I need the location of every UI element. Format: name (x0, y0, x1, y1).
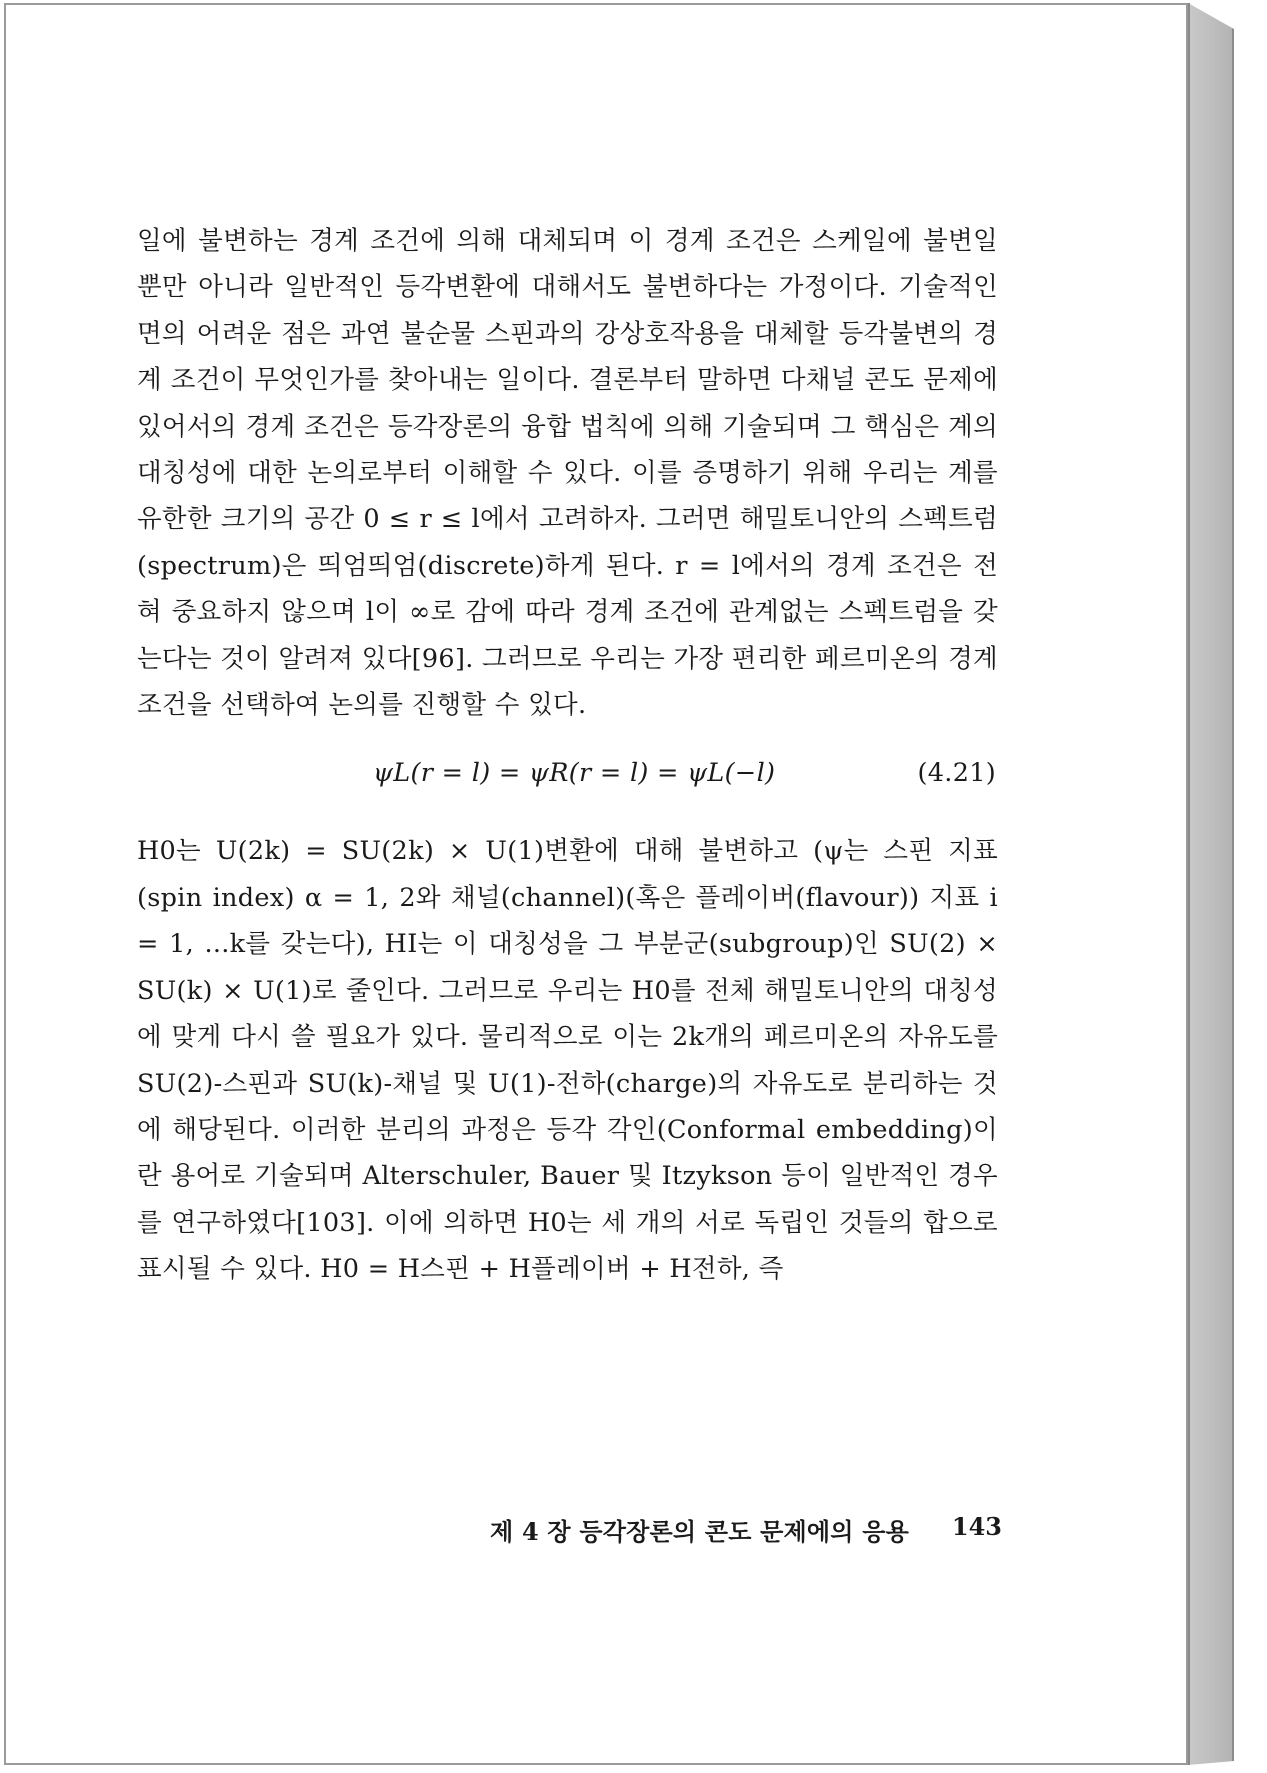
page-body (137, 218, 998, 1293)
equation-number: (4.21) (917, 758, 996, 789)
page-stack-edge (1188, 3, 1234, 1765)
equation-body: ψL(r = l) = ψR(r = l) = ψL(−l) (373, 758, 776, 789)
page-footer (490, 1512, 1002, 1547)
equation-4-21 (137, 742, 998, 802)
page-edge-line (1188, 3, 1190, 1765)
chapter-title: 제 4 장 등각장론의 콘도 문제에의 응용 (490, 1517, 909, 1546)
page-number: 143 (951, 1512, 1002, 1541)
paragraph-1: 일에 불변하는 경계 조건에 의해 대체되며 이 경계 조건은 스케일에 불변일 뿐만 아니라 일반적인 등각변환에 대해서도 불변하다는 가정이다. 기술적인 면의 어려운 점은 과연 불순물 스핀과의 강상호작용을 대체할 등각불변의 경계 조건이 무엇인가를 찾아내는 일이다. 결론부터 말하면 다채널 콘도 문제에 있어서의 경계 조건은 등각장론의 융합 법칙에 의해 기술되며 그 핵심은 계의 대칭성에 대한 논의로부터 이해할 수 있다. 이를 증명하기 위해 우리는 계를 유한한 크기의 공간 0 ≤ r ≤ l에서 고려하자. 그러면 해밀토니안의 스펙트럼(spectrum)은 띄엄띄엄(discrete)하게 된다. r = l에서의 경계 조건은 전혀 중요하지 않으며 l이 ∞로 감에 따라 경계 조건에 관계없는 스펙트럼을 갖는다는 것이 알려져 있다[96]. 그러므로 우리는 가장 편리한 페르미온의 경계 조건을 선택하여 논의를 진행할 수 있다. (137, 226, 998, 721)
paragraph-2: H0는 U(2k) = SU(2k) × U(1)변환에 대해 불변하고 (ψ는 스핀 지표(spin index) α = 1, 2와 채널(channel)(혹은 플레이버(flavour)) 지표 i = 1, ...k를 갖는다), HI는 이 대칭성을 그 부분군(subgroup)인 SU(2) × SU(k) × U(1)로 줄인다. 그러므로 우리는 H0를 전체 해밀토니안의 대칭성에 맞게 다시 쓸 필요가 있다. 물리적으로 이는 2k개의 페르미온의 자유도를 SU(2)-스핀과 SU(k)-채널 및 U(1)-전하(charge)의 자유도로 분리하는 것에 해당된다. 이러한 분리의 과정은 등각 각인(Conformal embedding)이란 용어로 기술되며 Alterschuler, Bauer 및 Itzykson 등이 일반적인 경우를 연구하였다[103]. 이에 의하면 H0는 세 개의 서로 독립인 것들의 합으로 표시될 수 있다. H0 = H스핀 + H플레이버 + H전하, 즉 (137, 836, 998, 1285)
